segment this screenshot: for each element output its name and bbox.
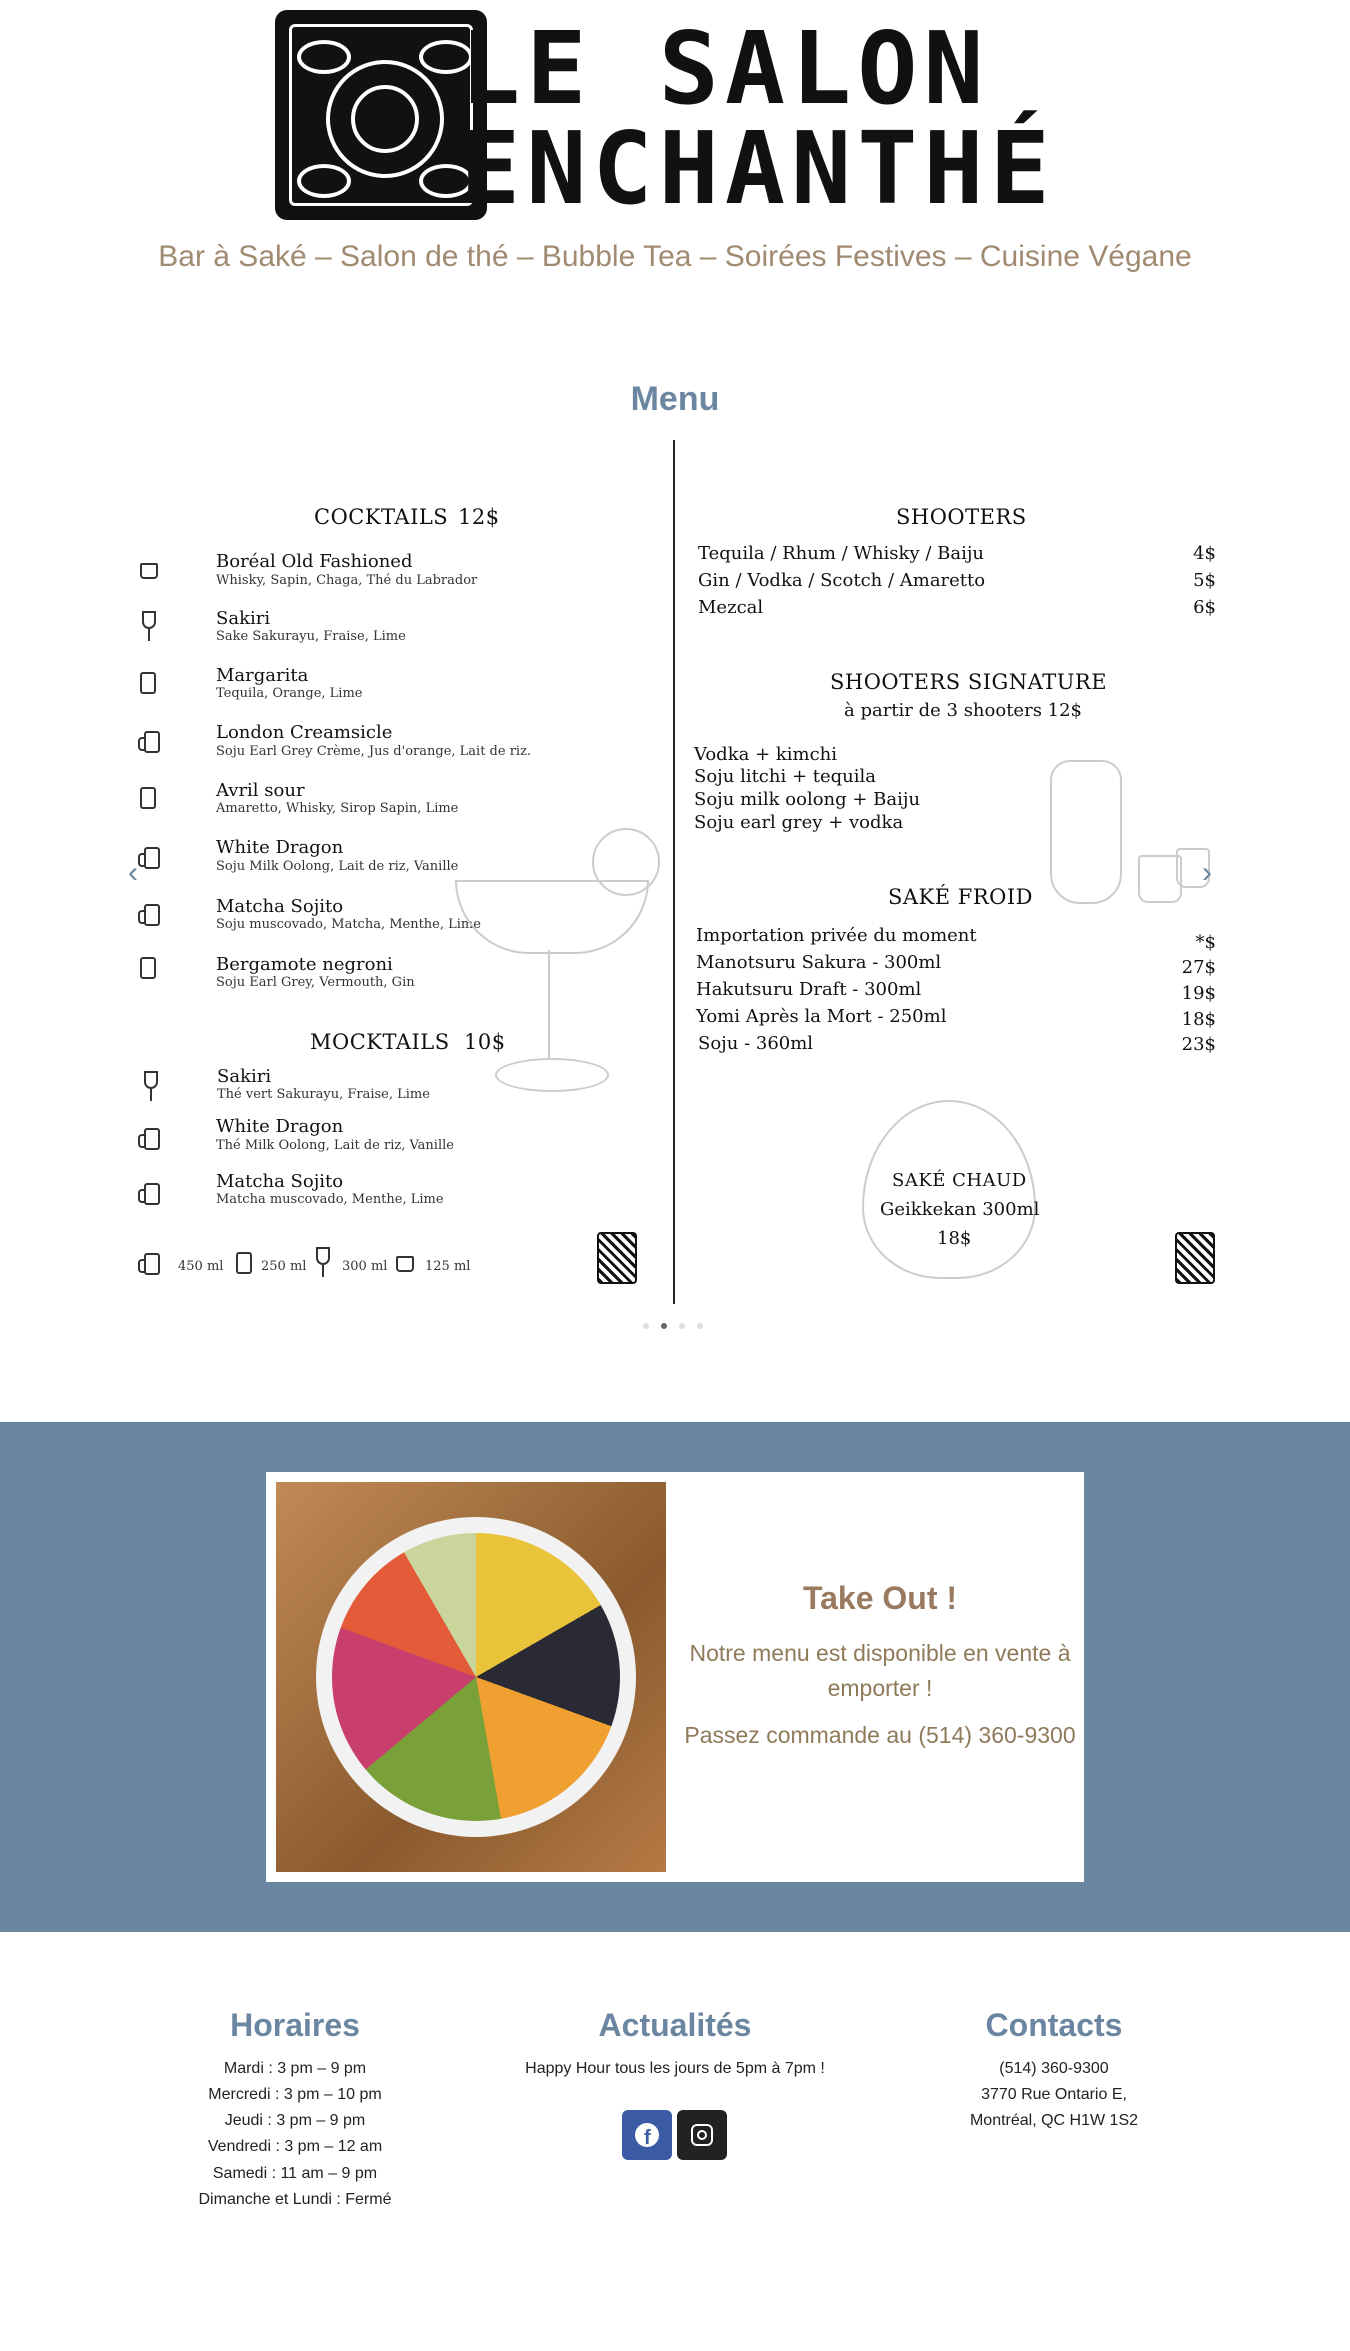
sake-froid-price: 19$: [1181, 983, 1216, 1004]
carousel-prev-button[interactable]: ‹: [128, 856, 138, 889]
shooters-title: SHOOTERS: [896, 505, 1027, 529]
sake-froid-name: Hakutsuru Draft - 300ml: [696, 979, 922, 1000]
jar-glass-icon: [140, 672, 156, 694]
contact-city: Montréal, QC H1W 1S2: [969, 2112, 1139, 2129]
cocktail-name: White Dragon: [216, 837, 344, 858]
sake-froid-price: 23$: [1181, 1034, 1216, 1055]
news-title: Actualités: [598, 2007, 752, 2043]
cocktail-desc: Soju Earl Grey Crème, Jus d'orange, Lait de riz.: [216, 744, 532, 759]
hours-line: Mercredi : 3 pm – 10 pm: [208, 2086, 382, 2103]
sake-froid-name: Soju - 360ml: [698, 1033, 814, 1054]
mug-glass-icon: [144, 1183, 160, 1205]
wine-glass-icon: [316, 1247, 330, 1265]
qr-logo-icon: [597, 1232, 637, 1284]
hours-line: Jeudi : 3 pm – 9 pm: [224, 2112, 366, 2129]
tagline: Bar à Saké – Salon de thé – Bubble Tea – Soirées Festives – Cuisine Végane: [158, 240, 1192, 273]
rocks-glass-icon: [396, 1256, 414, 1272]
jar-glass-icon: [236, 1252, 252, 1274]
cocktail-desc: Amaretto, Whisky, Sirop Sapin, Lime: [216, 801, 459, 816]
cocktail-desc: Soju Earl Grey, Vermouth, Gin: [216, 975, 415, 990]
shooter-price: 5$: [1193, 570, 1216, 591]
sake-chaud-item: Geikkekan 300ml: [880, 1199, 1040, 1220]
logo-emblem-icon: [275, 10, 487, 220]
shooter-price: 6$: [1193, 597, 1216, 618]
carousel-dot-active[interactable]: [661, 1323, 667, 1329]
carousel-dot[interactable]: [679, 1323, 685, 1329]
sake-bottle-sketch: [1050, 760, 1122, 904]
sake-froid-price: 18$: [1181, 1009, 1216, 1030]
shooter-price: 4$: [1193, 543, 1216, 564]
takeout-order-phone[interactable]: Passez commande au (514) 360-9300: [684, 1722, 1076, 1748]
mug-glass-icon: [144, 847, 160, 869]
facebook-icon[interactable]: f: [622, 2110, 672, 2160]
signature-item: Soju milk oolong + Baiju: [694, 789, 921, 810]
qr-logo-icon: [1175, 1232, 1215, 1284]
sake-froid-price: 27$: [1181, 957, 1216, 978]
wine-glass-icon: [142, 611, 156, 629]
shooter-name: Mezcal: [698, 597, 764, 618]
hours-line: Dimanche et Lundi : Fermé: [198, 2191, 392, 2208]
mocktail-desc: Thé vert Sakurayu, Fraise, Lime: [217, 1087, 430, 1102]
hours-line: Vendredi : 3 pm – 12 am: [207, 2138, 383, 2155]
mug-glass-icon: [144, 1253, 160, 1275]
cocktail-desc: Soju muscovado, Matcha, Menthe, Lime: [216, 917, 481, 932]
cocktail-desc: Tequila, Orange, Lime: [216, 686, 363, 701]
shooters-signature-subtitle: à partir de 3 shooters 12$: [844, 700, 1083, 721]
size-label: 450 ml: [178, 1259, 224, 1274]
vegan-bowl-photo: [276, 1482, 666, 1872]
mocktails-title: MOCKTAILS: [310, 1030, 450, 1054]
cocktail-name: London Creamsicle: [216, 722, 393, 743]
jar-glass-icon: [140, 957, 156, 979]
carousel-next-button[interactable]: ›: [1202, 856, 1212, 889]
signature-item: Soju earl grey + vodka: [694, 812, 904, 833]
cocktail-name: Margarita: [216, 665, 309, 686]
carousel-dot[interactable]: [697, 1323, 703, 1329]
size-label: 125 ml: [425, 1259, 471, 1274]
logo-text-line2: ENCHANTHÉ: [460, 110, 1056, 227]
bowl-food-image: [332, 1533, 620, 1821]
contact-phone[interactable]: (514) 360-9300: [999, 2060, 1109, 2077]
cocktail-name: Sakiri: [216, 608, 271, 629]
sake-froid-name: Manotsuru Sakura - 300ml: [696, 952, 942, 973]
shooters-signature-title: SHOOTERS SIGNATURE: [830, 670, 1108, 694]
cocktail-name: Avril sour: [216, 780, 305, 801]
cocktail-glass-stem: [548, 950, 550, 1060]
sake-froid-name: Yomi Après la Mort - 250ml: [696, 1006, 947, 1027]
mug-glass-icon: [144, 731, 160, 753]
wine-glass-icon: [144, 1071, 158, 1089]
menu-divider: [673, 440, 675, 1304]
sake-froid-name: Importation privée du moment: [696, 925, 977, 946]
hours-title: Horaires: [230, 2007, 360, 2043]
cocktail-name: Matcha Sojito: [216, 896, 344, 917]
logo[interactable]: [275, 10, 1075, 225]
mocktail-name: White Dragon: [216, 1116, 344, 1137]
contact-address: 3770 Rue Ontario E,: [981, 2086, 1127, 2103]
mocktails-price: 10$: [464, 1030, 506, 1054]
menu-title: Menu: [630, 380, 720, 418]
carousel-dot[interactable]: [643, 1323, 649, 1329]
shooter-name: Tequila / Rhum / Whisky / Baiju: [698, 543, 985, 564]
signature-item: Vodka + kimchi: [694, 744, 838, 765]
mocktail-name: Sakiri: [217, 1066, 272, 1087]
hours-line: Mardi : 3 pm – 9 pm: [223, 2060, 367, 2077]
sake-froid-title: SAKÉ FROID: [888, 885, 1033, 909]
news-text: Happy Hour tous les jours de 5pm à 7pm !: [525, 2060, 825, 2077]
cocktail-desc: Soju Milk Oolong, Lait de riz, Vanille: [216, 859, 459, 874]
cocktail-name: Bergamote negroni: [216, 954, 393, 975]
jar-glass-icon: [140, 787, 156, 809]
cocktail-desc: Sake Sakurayu, Fraise, Lime: [216, 629, 406, 644]
size-label: 300 ml: [342, 1259, 388, 1274]
takeout-text: Notre menu est disponible en vente à emporter !: [689, 1640, 1071, 1701]
lime-slice-sketch: [592, 828, 660, 896]
instagram-icon[interactable]: [677, 2110, 727, 2160]
mocktail-name: Matcha Sojito: [216, 1171, 344, 1192]
sake-chaud-price: 18$: [937, 1228, 972, 1249]
size-label: 250 ml: [261, 1259, 307, 1274]
takeout-title: Take Out !: [802, 1580, 958, 1616]
mocktail-desc: Thé Milk Oolong, Lait de riz, Vanille: [216, 1138, 454, 1153]
shooter-name: Gin / Vodka / Scotch / Amaretto: [698, 570, 986, 591]
cocktails-title: COCKTAILS: [314, 505, 449, 529]
rocks-glass-icon: [140, 563, 158, 579]
mug-glass-icon: [144, 904, 160, 926]
hours-line: Samedi : 11 am – 9 pm: [212, 2165, 378, 2182]
cocktail-name: Boréal Old Fashioned: [216, 551, 413, 572]
sake-chaud-title: SAKÉ CHAUD: [892, 1170, 1027, 1191]
contacts-title: Contacts: [985, 2007, 1123, 2043]
mocktail-desc: Matcha muscovado, Menthe, Lime: [216, 1192, 444, 1207]
cocktail-glass-base: [495, 1058, 609, 1092]
cocktails-price: 12$: [458, 505, 500, 529]
logo-text-line1: LE SALON: [460, 10, 990, 127]
cocktail-desc: Whisky, Sapin, Chaga, Thé du Labrador: [216, 573, 478, 588]
signature-item: Soju litchi + tequila: [694, 766, 877, 787]
mug-glass-icon: [144, 1128, 160, 1150]
sake-froid-price: *$: [1195, 932, 1216, 953]
